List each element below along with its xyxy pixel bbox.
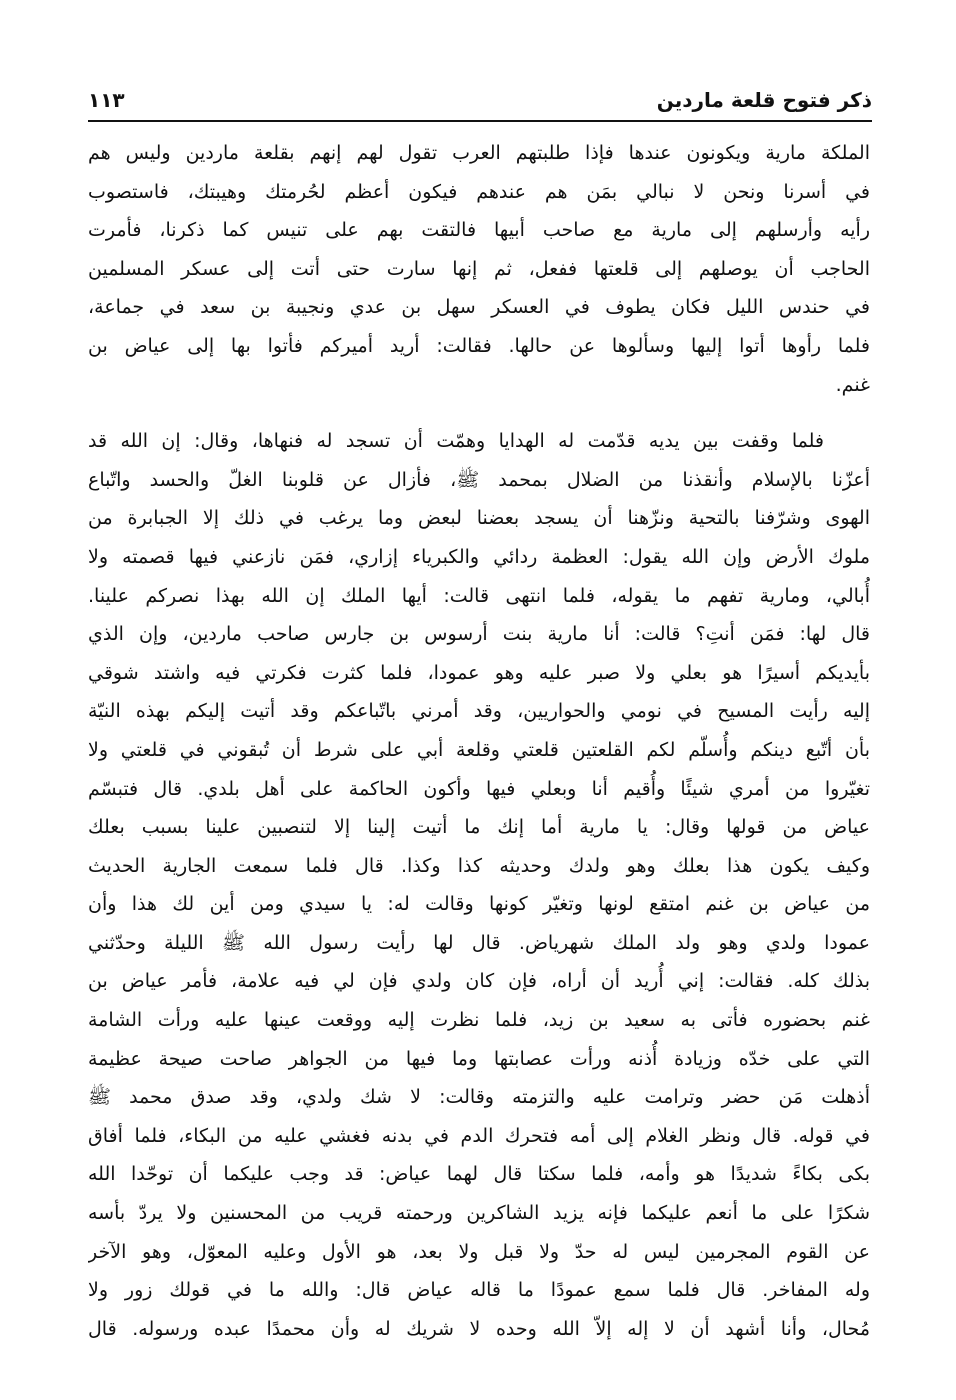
paragraph-gap <box>88 404 870 422</box>
text-line: فلما وقفت بين يديه قدّمت له الهدايا وهمّت أن تسجد له فنهاها، وقال: إن الله قد <box>88 430 824 453</box>
text-line: في حندس الليل فكان يطوف في العسكر سهل بن عدي ونجيبة بن سعد في جماعة، <box>88 296 870 319</box>
text-line: مُحال، وأنا أشهد أن لا إله إلاّ الله وحده لا شريك له وأن محمدًا عبده ورسوله. قال <box>88 1317 870 1340</box>
paragraph <box>88 422 870 1348</box>
text-line: عياض من قولها وقال: يا مارية أما إنك ما أتيت إلينا إلا لتنصبين علينا بسبب بعلك <box>88 816 870 839</box>
text-line: قال لها: فمَن أنتِ؟ قالت: أنا مارية بنت أرسوس بن جارس صاحب ماردين، وإن الذي <box>88 623 870 646</box>
text-line: غنم بحضوره فأتى به سعيد بن زيد، فلما نظرت إليه ووقعت عينها عليه ورأت الشامة <box>88 1009 870 1032</box>
text-line: وكيف يكون هذا بعلك وهو ولدك وحديثه كذا وكذا. قال فلما سمعت الجارية الحديث <box>88 854 870 877</box>
text-line: التي على خدّه وزيادة أُذنه ورأت عصابتها وما فيها من الجواهر صاحت صيحة عظيمة <box>88 1047 870 1070</box>
text-line: أعزّنا بالإسلام وأنقذنا من الضلال بمحمد ﷺ، فأزال عن قلوبنا الغلّ والحسد واتّباع <box>88 468 870 491</box>
text-line: ملوك الأرض وإن الله يقول: العظمة ردائي والكبرياء إزاري، فمَن نازعني فيها قصمته ولا <box>88 545 870 568</box>
text-line: أذهلت مَن حضر وترامت عليه والتزمته وقالت: لا شك ولدي، وقد صدق محمد ﷺ <box>88 1086 870 1109</box>
page-body <box>88 134 870 1348</box>
text-line: الحاجب أن يوصلهم إلى قلعتها ففعل، ثم إنها سارت حتى أتت إلى عسكر المسلمين <box>88 257 870 280</box>
running-header <box>88 84 872 122</box>
text-line: إليه رأيت المسيح في نومي والحواريين، وقد أمرني باتّباعكم وقد أتيت إليكم بهذه النيّة <box>88 700 870 723</box>
text-line: بكى بكاءً شديدًا هو وأمه، فلما سكتا قال لهما عياض: قد وجب عليكما أن توحّدا الله <box>88 1163 870 1186</box>
text-line: عن القوم المجرمين ليس له حدّ ولا قبل ولا بعد، هو الأول وعليه المعوّل، وهو الآخر <box>88 1240 870 1263</box>
text-line: من عياض بن غنم امتقع لونها وتغيّر كونها وقالت له: يا سيدي ومن أين لك هذا وأن <box>88 893 870 916</box>
text-line: بذلك كله. فقالت: إني أُريد أن أراه، فإن كان ولدي فإن لي فيه علامة، فأمر عياض بن <box>88 970 870 993</box>
text-line: أُبالي، ومارية تفهم ما يقوله، فلما انتهى قالت: أيها الملك إن الله بهذا نصركم علينا. <box>88 584 870 607</box>
text-line: وله المفاخر. قال فلما سمع عمودًا ما قاله عياض قال: والله ما في قولك زور ولا <box>88 1279 870 1302</box>
text-line: عمودا ولدي وهو ولد الملك شهرياض. قال لها رأيت رسول الله ﷺ الليلة وحدّثني <box>88 931 870 954</box>
text-line: في أسرنا ونحن لا نبالي بمَن هم عندهم فيكون أعظم لحُرمتك وهيبتك، فاستصوب <box>88 180 870 203</box>
text-line: تغيّروا من أمري شيئًا وأُقيم أنا وبعلي فيها وأكون الحاكمة على أهل بلدي. قال فتبسّم <box>88 777 870 800</box>
text-line: فلما رأوها أتوا إليها وسألوها عن حالها. فقالت: أريد أميركم فأتوا بها إلى عياض بن <box>88 334 870 357</box>
text-line: شكرًا على ما أنعم عليكما فإنه يزيد الشاكرين ورحمته قريب من المحسنين ولا يردّ بأسه <box>88 1202 870 1225</box>
text-line: الهوى وشرّفنا بالتحية ونزّهنا أن يسجد بعضنا لبعض وما يرغب في ذلك إلا الجبابرة من <box>88 507 870 530</box>
paragraph <box>88 134 870 404</box>
text-line: في قوله. قال ونظر الغلام إلى أمه فتحرك الدم في بدنه فغشي عليه من البكاء، فلما أفاق <box>88 1124 870 1147</box>
text-line: بأن أتّبع دينكم وأُسلّم لكم القلعتين قلعتي وقلعة أبي على شرط أن تُبقوني في قلعتي ولا <box>88 738 870 761</box>
page-number: ١١٣ <box>88 88 125 112</box>
text-line: رأيه وأرسلهم إلى مارية مع صاحب أبيها فالتقت بهم على تنيس كما ذكرنا، فأمرت <box>88 219 870 242</box>
chapter-title: ذكر فتوح قلعة ماردين <box>656 88 872 112</box>
text-line: الملكة مارية ويكونون عندها فإذا طلبتهم العرب تقول لهم إنهم بقلعة ماردين وليس هم <box>88 142 870 164</box>
text-line: غنم. <box>835 373 870 396</box>
text-line: بأيديكم أسيرًا هو بعلي ولا صبر عليه وهو عمودا، فلما كثرت فكرتي فيه واشتد شوقي <box>88 661 870 684</box>
